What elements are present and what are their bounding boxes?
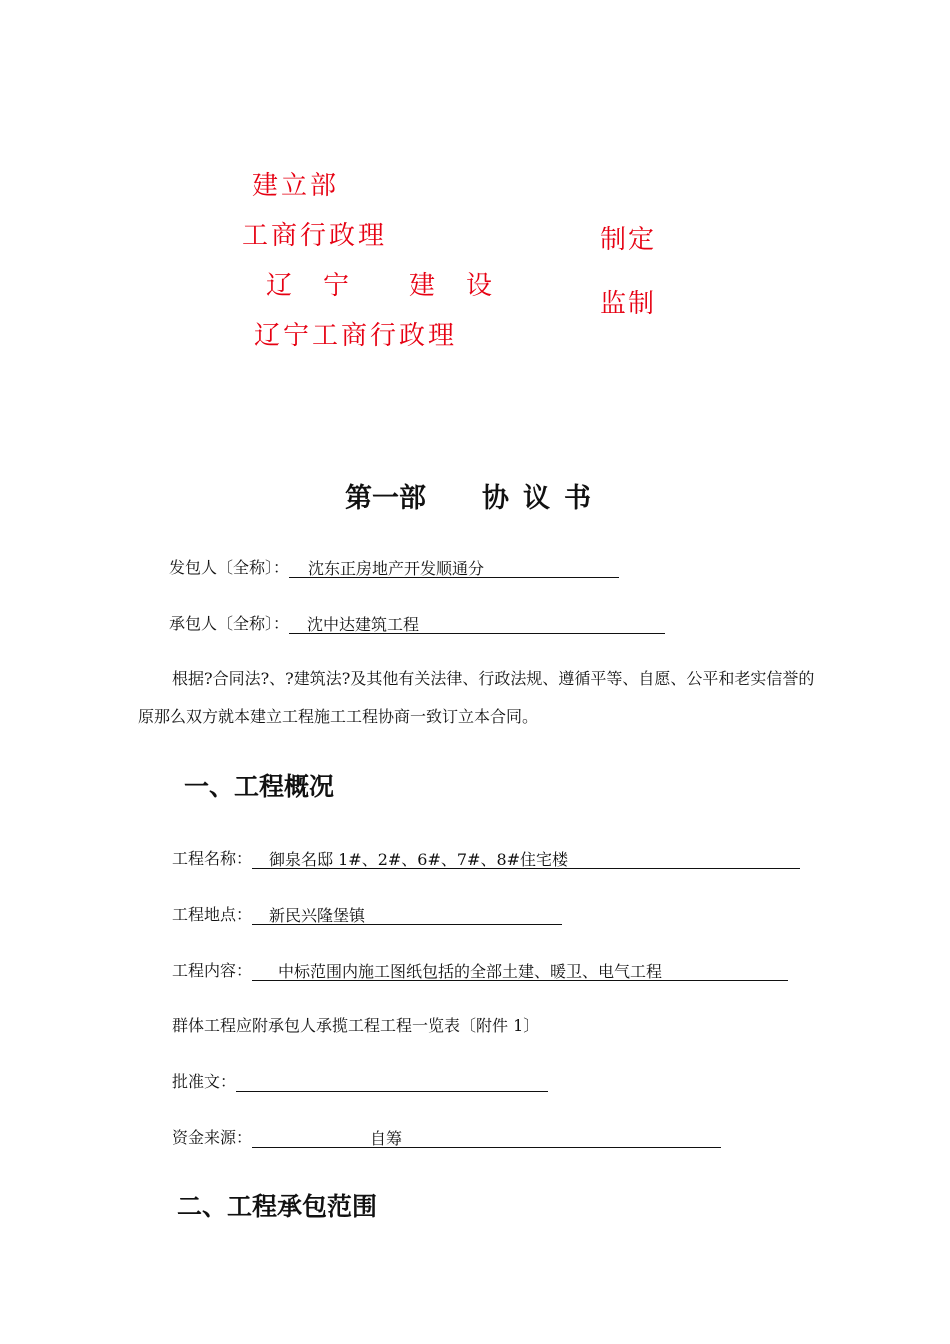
title-name: 协议书 xyxy=(482,483,605,514)
project-name-row xyxy=(172,849,800,869)
employer-label: 发包人〔全称〕： xyxy=(169,558,290,577)
project-location-value: 新民兴隆堡镇 xyxy=(252,906,562,925)
employer-row xyxy=(169,558,619,578)
project-content-label: 工程内容： xyxy=(172,961,253,980)
fund-label: 资金来源： xyxy=(172,1128,253,1147)
contractor-row xyxy=(169,614,665,634)
project-content-row xyxy=(172,961,788,981)
employer-value: 沈东正房地产开发顺通分 xyxy=(289,559,619,578)
header-formulate: 制定 xyxy=(600,225,657,255)
header-char: 设 xyxy=(466,271,493,301)
contractor-label: 承包人〔全称〕： xyxy=(169,614,290,633)
fund-row xyxy=(172,1128,721,1148)
project-name-label: 工程名称： xyxy=(172,849,253,868)
header-char: 宁 xyxy=(323,271,350,301)
project-location-row xyxy=(172,905,562,925)
header-line-ministry: 建立部 xyxy=(252,171,340,201)
intro-paragraph: 根据?合同法?、?建筑法?及其他有关法律、行政法规、遵循平等、自愿、公平和老实信誉的原那么双方就本建立工程施工工程协商一致订立本合同。 xyxy=(138,669,815,726)
header-line-liaoning-commerce: 辽宁工商行政理 xyxy=(254,321,458,351)
approval-label: 批准文： xyxy=(172,1072,237,1091)
project-location-label: 工程地点： xyxy=(172,905,253,924)
project-name-value: 御泉名邸 1#、2#、6#、7#、8#住宅楼 xyxy=(252,850,800,869)
group-note: 群体工程应附承包人承揽工程工程一览表〔附件 1〕 xyxy=(172,1016,540,1035)
header-line-commerce: 工商行政理 xyxy=(242,221,388,251)
section1-heading: 一、工程概况 xyxy=(184,772,335,801)
fund-value: 自筹 xyxy=(252,1129,721,1148)
header-line-liaoning-construction xyxy=(266,265,492,302)
header-char: 建 xyxy=(409,271,436,301)
project-content-value: 中标范围内施工图纸包括的全部土建、暖卫、电气工程 xyxy=(252,962,788,981)
approval-value xyxy=(236,1072,548,1092)
title-part: 第一部 xyxy=(345,483,426,514)
header-char: 辽 xyxy=(266,271,293,301)
header-supervise: 监制 xyxy=(600,289,657,319)
section2-heading: 二、工程承包范围 xyxy=(177,1192,378,1221)
page-title xyxy=(0,476,950,515)
contractor-value: 沈中达建筑工程 xyxy=(289,615,665,634)
approval-row xyxy=(172,1072,548,1092)
